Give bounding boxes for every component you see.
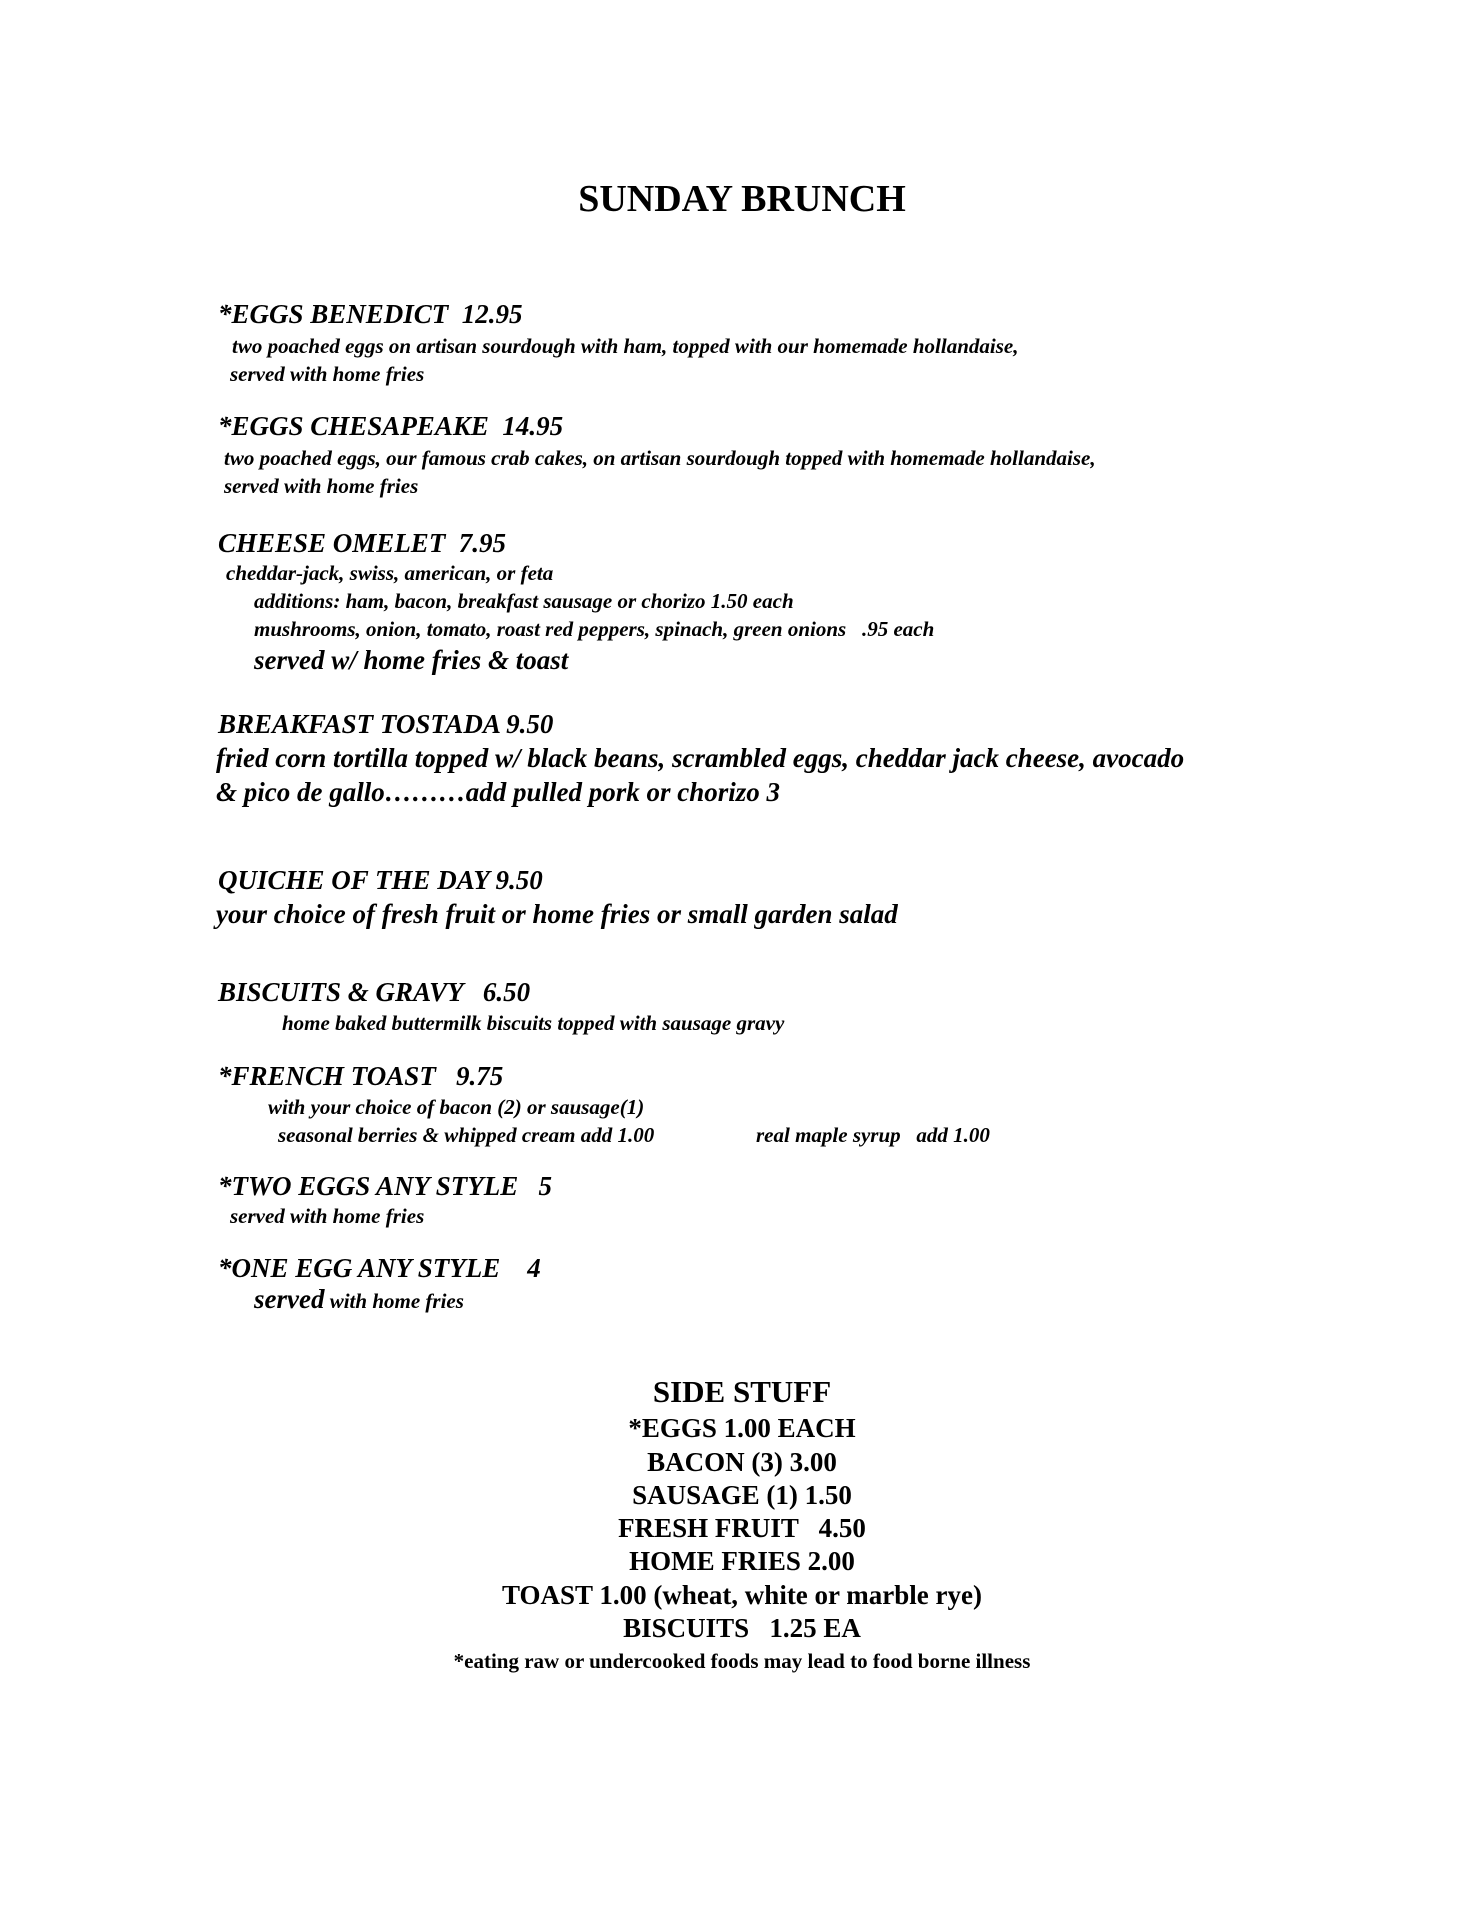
- side-item: BISCUITS 1.25 EA: [623, 1613, 861, 1643]
- side-item: HOME FRIES 2.00: [629, 1546, 855, 1576]
- item-one-egg-desc-rest: with home fries: [324, 1289, 464, 1313]
- item-quiche-heading: QUICHE OF THE DAY 9.50: [218, 865, 543, 895]
- side-item: *EGGS 1.00 EACH: [628, 1413, 856, 1443]
- item-two-eggs-heading: *TWO EGGS ANY STYLE 5: [218, 1171, 553, 1201]
- item-quiche-desc-1: your choice of fresh fruit or home fries or small garden salad: [216, 899, 898, 929]
- item-french-toast-heading: *FRENCH TOAST 9.75: [218, 1061, 504, 1091]
- item-breakfast-tostada-desc-2: & pico de gallo………add pulled pork or chorizo 3: [216, 777, 781, 807]
- food-safety-disclaimer: *eating raw or undercooked foods may lead to food borne illness: [453, 1649, 1031, 1673]
- item-two-eggs-desc-1: served with home fries: [230, 1204, 425, 1228]
- item-cheese-omelet-heading: CHEESE OMELET 7.95: [218, 528, 507, 558]
- item-one-egg-desc-1: [254, 1286, 464, 1314]
- item-eggs-chesapeake-desc-2: served with home fries: [224, 474, 419, 498]
- page-title: SUNDAY BRUNCH: [578, 178, 906, 220]
- item-one-egg-desc-served: served: [254, 1284, 325, 1314]
- item-french-toast-desc-1: with your choice of bacon (2) or sausage(1): [268, 1095, 645, 1119]
- item-cheese-omelet-desc-1: cheddar-jack, swiss, american, or feta: [226, 561, 554, 585]
- item-eggs-chesapeake-desc-1: two poached eggs, our famous crab cakes, on artisan sourdough topped with homemade hollandaise,: [224, 446, 1096, 470]
- item-eggs-benedict-heading: *EGGS BENEDICT 12.95: [218, 299, 523, 329]
- item-breakfast-tostada-heading: BREAKFAST TOSTADA 9.50: [218, 709, 554, 739]
- item-biscuits-gravy-heading: BISCUITS & GRAVY 6.50: [218, 977, 531, 1007]
- side-item: FRESH FRUIT 4.50: [618, 1513, 866, 1543]
- item-biscuits-gravy-desc-1: home baked buttermilk biscuits topped with sausage gravy: [282, 1011, 785, 1035]
- item-breakfast-tostada-desc-1: fried corn tortilla topped w/ black beans, scrambled eggs, cheddar jack cheese, avocado: [216, 743, 1185, 773]
- item-cheese-omelet-desc-2: additions: ham, bacon, breakfast sausage or chorizo 1.50 each: [254, 589, 794, 613]
- side-item: SAUSAGE (1) 1.50: [632, 1480, 852, 1510]
- side-item: TOAST 1.00 (wheat, white or marble rye): [502, 1580, 982, 1610]
- item-eggs-benedict-desc-1: two poached eggs on artisan sourdough with ham, topped with our homemade hollandaise,: [232, 334, 1019, 358]
- item-cheese-omelet-desc-4: served w/ home fries & toast: [254, 645, 569, 675]
- item-cheese-omelet-desc-3: mushrooms, onion, tomato, roast red peppers, spinach, green onions .95 each: [254, 617, 935, 641]
- side-item: BACON (3) 3.00: [647, 1447, 837, 1477]
- item-eggs-benedict-desc-2: served with home fries: [230, 362, 425, 386]
- item-french-toast-desc-2: seasonal berries & whipped cream add 1.00: [278, 1123, 655, 1147]
- sides-title: SIDE STUFF: [652, 1374, 832, 1409]
- item-french-toast-desc-3: real maple syrup add 1.00: [756, 1123, 990, 1147]
- item-one-egg-heading: *ONE EGG ANY STYLE 4: [218, 1253, 541, 1283]
- item-eggs-chesapeake-heading: *EGGS CHESAPEAKE 14.95: [218, 411, 564, 441]
